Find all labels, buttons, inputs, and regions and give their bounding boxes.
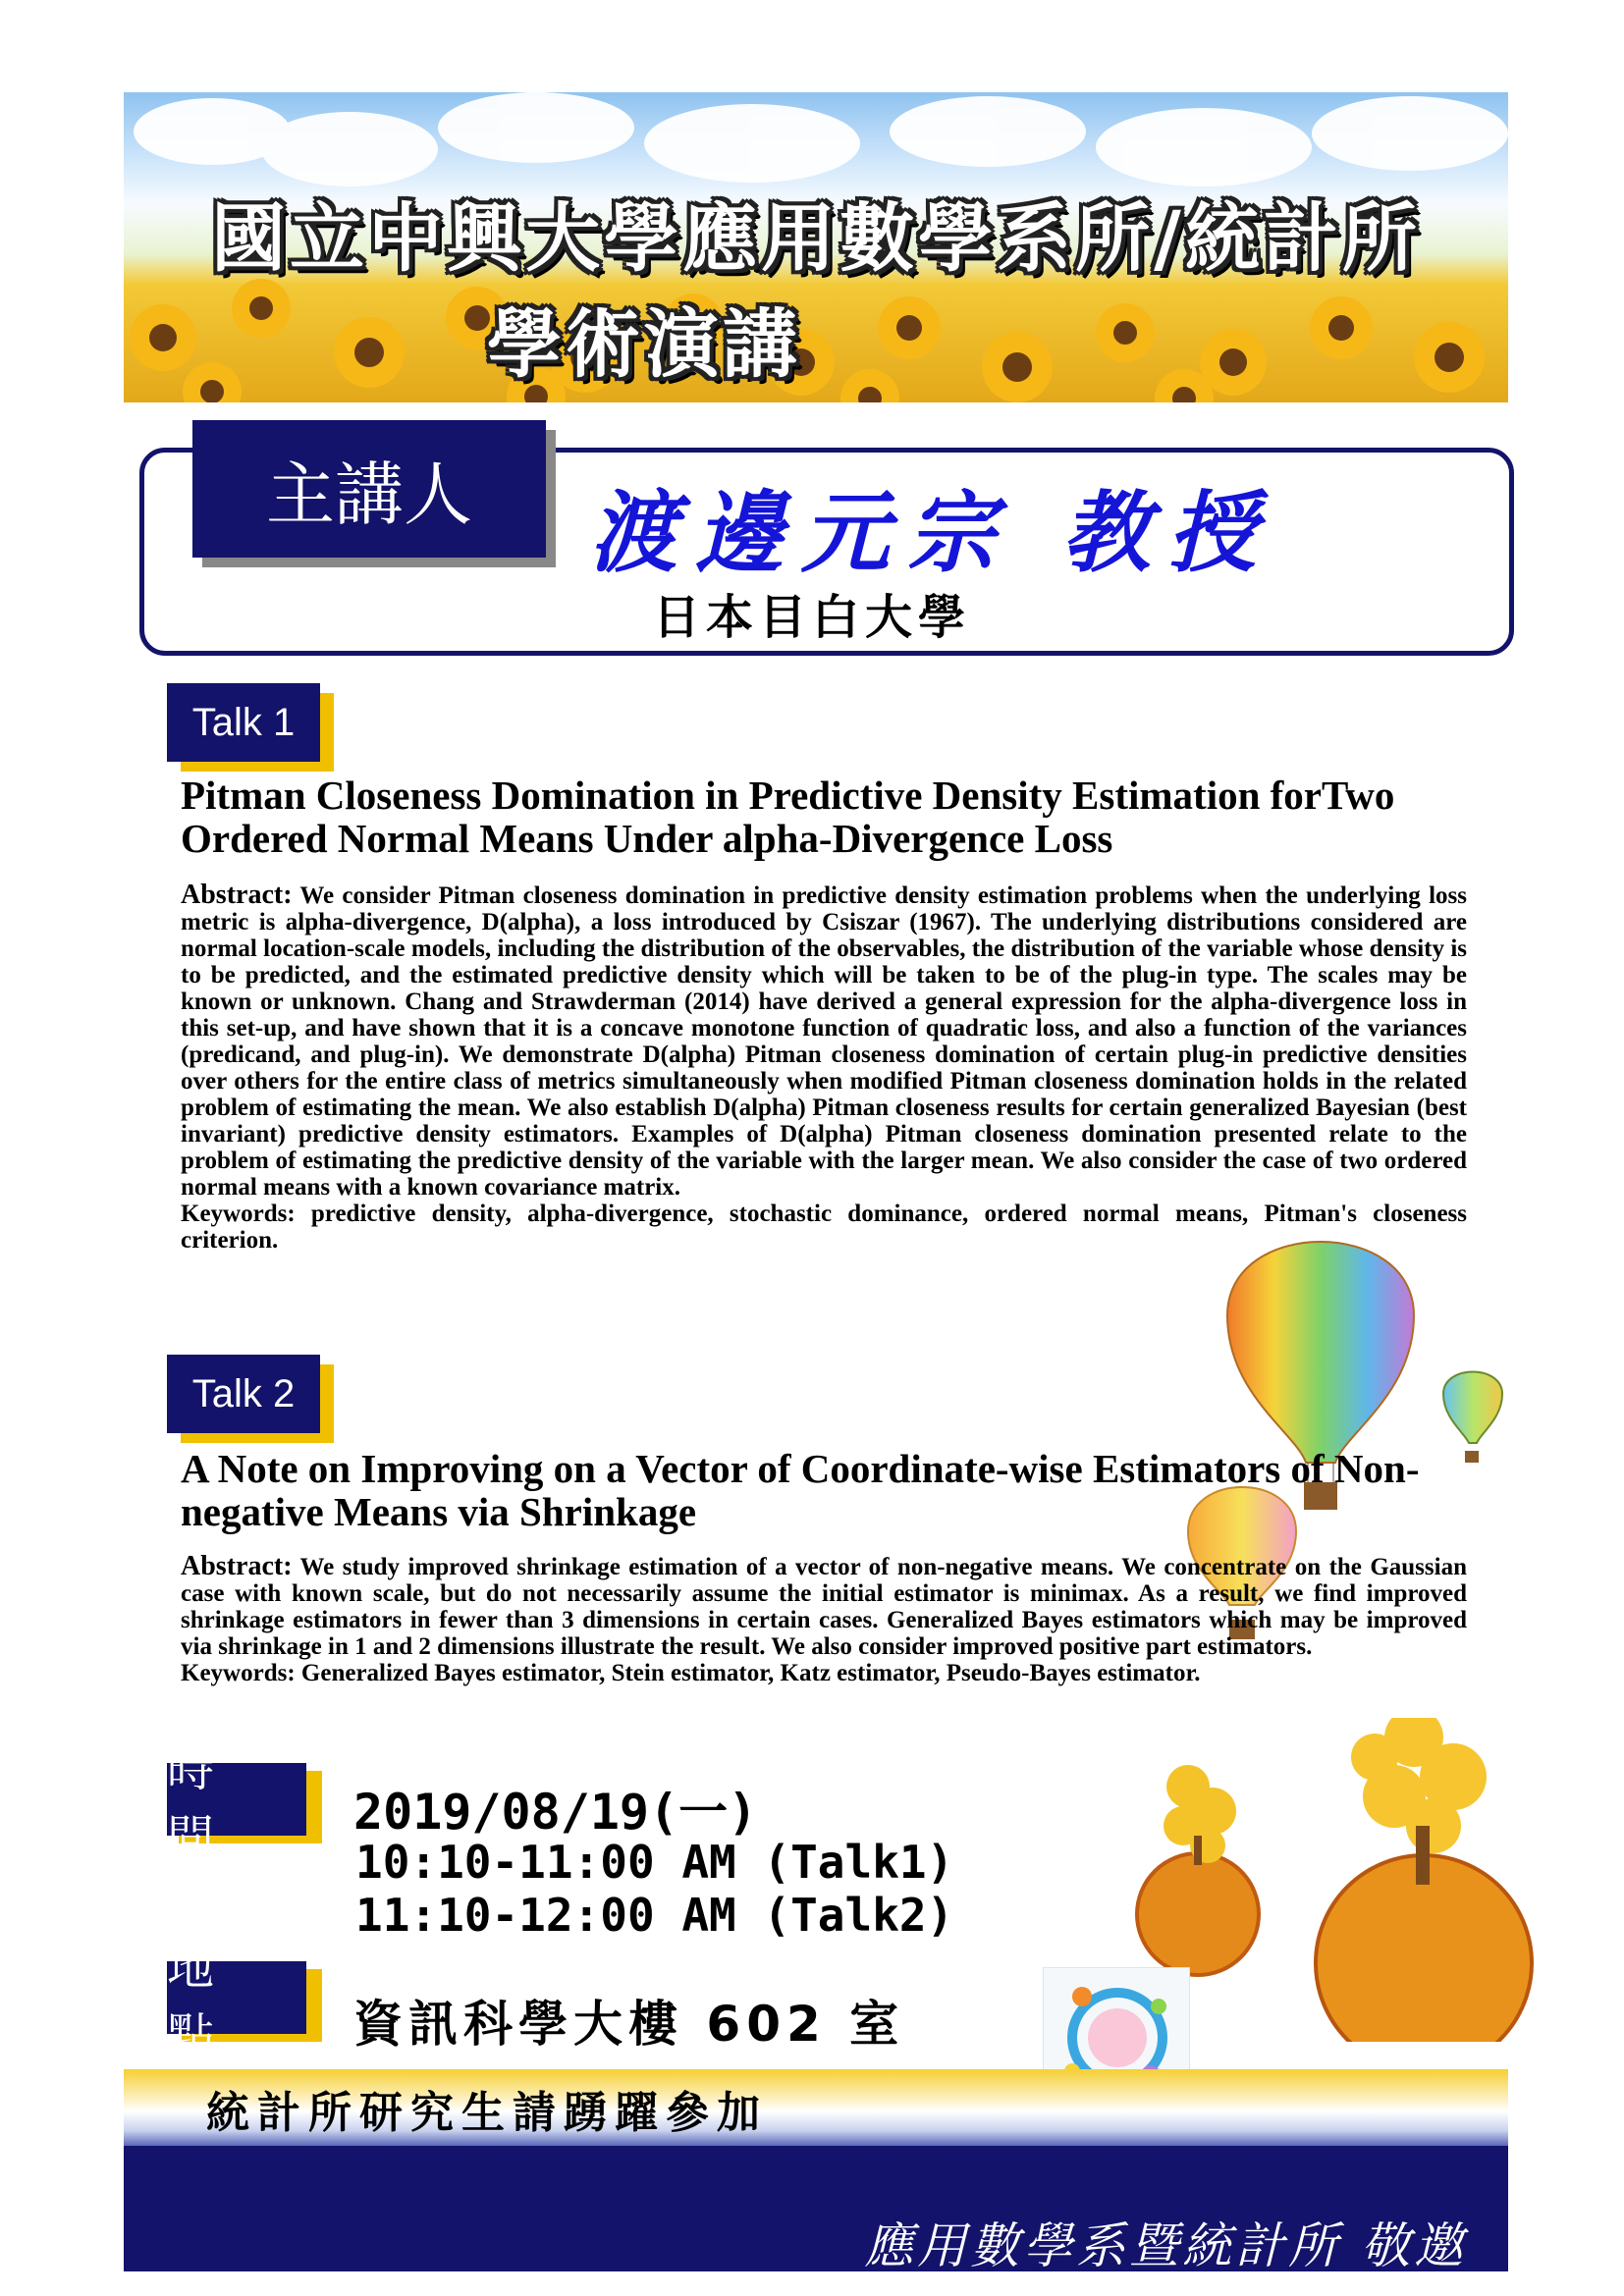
header-banner — [124, 92, 1508, 402]
talk2-abstract — [181, 1553, 1467, 1686]
talk1-keywords: Keywords: predictive density, alpha-divergence, stochastic dominance, ordered normal means, Pitman's closeness criterion. — [181, 1201, 1467, 1254]
speaker-label: 主講人 — [192, 420, 546, 558]
talk2-time-slot: 11:10-12:00 AM (Talk2) — [355, 1889, 954, 1942]
speaker-name: 渡邊元宗 教授 — [589, 481, 1274, 585]
autumn-trees-illustration — [1129, 1718, 1542, 2042]
talk2-abstract-label: Abstract: — [181, 1551, 293, 1581]
talk2-title: A Note on Improving on a Vector of Coordinate-wise Estimators of Non-negative Means via Shrinkage — [181, 1446, 1420, 1534]
banner-title-line2: 學術演講 — [487, 300, 801, 388]
talk1-abstract-text: We consider Pitman closeness domination in predictive density estimation problems when the underlying loss metric is alpha-divergence, D(alpha), a loss introduced by Csiszar (1967). The underlying distributions considered are normal location-scale models, including the distribution of the observables, the distribution of the variable whose density is to be predicted, and the estimated predictive density which will be taken to be of the plug-in type. The scales may be known or unknown. Chang and Strawderman (2014) have derived a general expression for the alpha-divergence loss in this set-up, and have shown that it is a concave monotone function of quadratic loss, and also a function of the variances (predicand, and plug-in). We demonstrate D(alpha) Pitman closeness domination of certain plug-in predictive densities over others for the entire class of metrics simultaneously when modified Pitman closeness domination holds in the related problem of estimating the mean. We also establish D(alpha) Pitman closeness results for certain generalized Bayesian (best invariant) predictive density estimators. Examples of D(alpha) Pitman closeness domination presented relate to the problem of estimating the predictive density of the variable with the larger mean. We also consider the case of two ordered normal means with a known covariance matrix. — [181, 882, 1467, 1201]
talk2-abstract-text: We study improved shrinkage estimation of a vector of non-negative means. We concentrate on the Gaussian case with known scale, but do not necessarily assume the initial estimator is minimax. As a result, we find improved shrinkage estimators in fewer than 3 dimensions in certain cases. Generalized Bayes estimators which may be improved via shrinkage in 1 and 2 dimensions illustrate the result. We also consider improved positive part estimators. — [181, 1554, 1467, 1660]
event-place: 資訊科學大樓 602 室 — [353, 1996, 905, 2053]
sunflowers — [130, 279, 1485, 402]
banner-title-line1: 國立中興大學應用數學系所/統計所 — [211, 194, 1421, 282]
invite-message: 統計所研究生請踴躍參加 — [206, 2088, 768, 2138]
talk1-abstract-label: Abstract: — [181, 880, 293, 910]
speaker-affiliation: 日本目白大學 — [652, 590, 971, 645]
talk2-tag: Talk 2 — [167, 1355, 320, 1433]
time-label: 時 間 — [167, 1763, 306, 1836]
talk1-title: Pitman Closeness Domination in Predictive Density Estimation forTwo Ordered Normal Means Under alpha-Divergence Loss — [181, 773, 1395, 861]
talk1-tag: Talk 1 — [167, 683, 320, 762]
talk1-abstract — [181, 881, 1467, 1254]
place-label: 地 點 — [167, 1961, 306, 2034]
event-date: 2019/08/19(一) — [353, 1784, 758, 1841]
talk1-time-slot: 10:10-11:00 AM (Talk1) — [355, 1836, 954, 1889]
talk2-keywords: Keywords: Generalized Bayes estimator, Stein estimator, Katz estimator, Pseudo-Bayes estimator. — [181, 1660, 1201, 1686]
host-signature: 應用數學系暨統計所 敬邀 — [864, 2217, 1467, 2274]
